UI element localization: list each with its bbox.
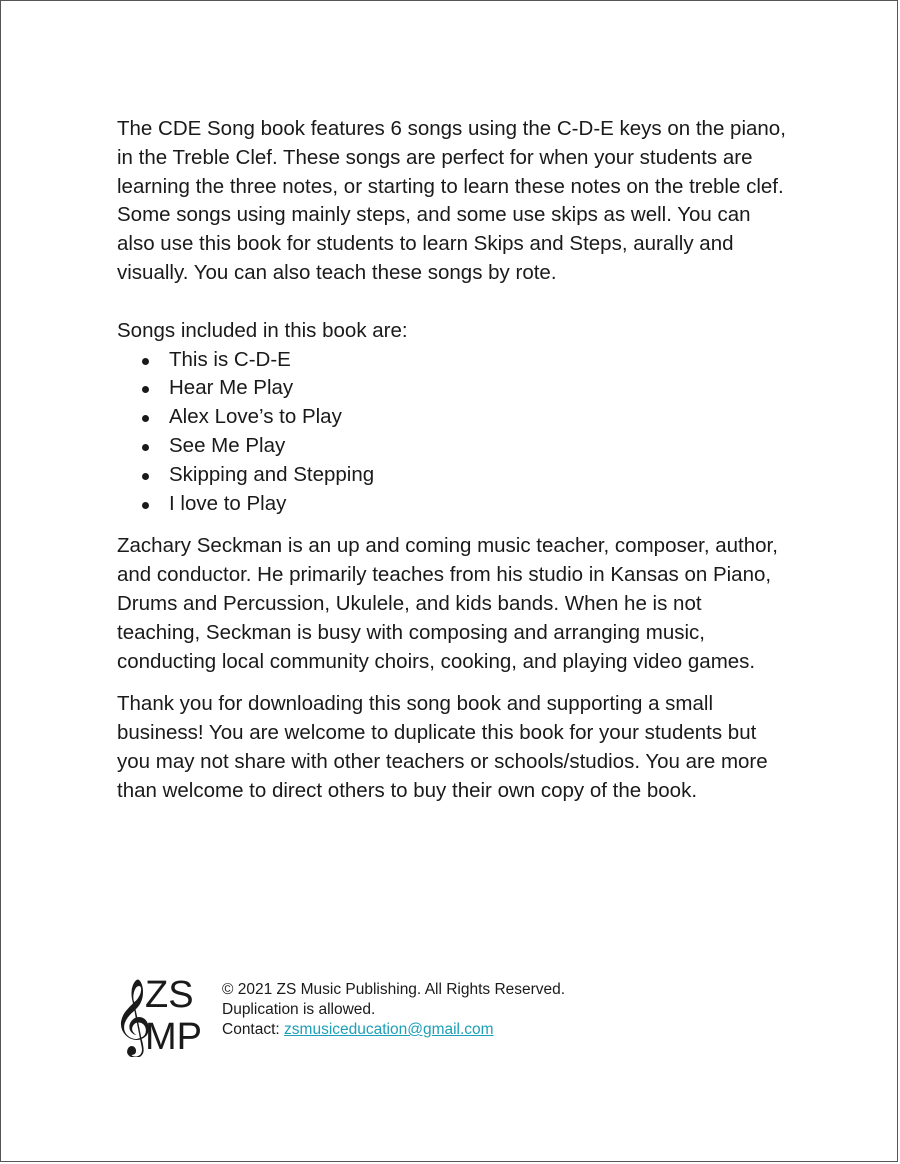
list-item bbox=[117, 432, 789, 461]
bullet-icon bbox=[142, 386, 149, 393]
logo-text-top: ZS bbox=[145, 974, 194, 1016]
song-title: Skipping and Stepping bbox=[169, 462, 375, 486]
list-item bbox=[117, 403, 789, 432]
bullet-icon bbox=[142, 502, 149, 509]
intro-paragraph: The CDE Song book features 6 songs using the C-D-E keys on the piano, in the Treble Clef. These songs are perfect for when your students are learning the three notes, or starting to learn these notes on the treble clef. Some songs using mainly steps, and some use skips as well. You can also use this book for students to learn Skips and Steps, aurally and visually. You can also teach these songs by rote. bbox=[117, 117, 786, 284]
bullet-icon bbox=[142, 444, 149, 451]
song-title: See Me Play bbox=[169, 433, 286, 457]
song-list bbox=[117, 346, 789, 519]
svg-text:𝄞: 𝄞 bbox=[113, 978, 153, 1055]
list-item bbox=[117, 374, 789, 403]
thank-you-paragraph: Thank you for downloading this song book and supporting a small business! You are welcome to duplicate this book for your students but you may not share with other teachers or schools/studios. You are more than welcome to direct others to buy their own copy of the book. bbox=[117, 692, 768, 802]
contact-email-link[interactable]: zsmusiceducation@gmail.com bbox=[284, 1021, 494, 1038]
list-item bbox=[117, 461, 789, 490]
contact-label: Contact: bbox=[222, 1021, 285, 1038]
song-title: I love to Play bbox=[169, 491, 287, 515]
copyright-text: © 2021 ZS Music Publishing. All Rights Reserved. bbox=[222, 981, 566, 998]
bullet-icon bbox=[142, 415, 149, 422]
list-item bbox=[117, 490, 789, 519]
page-content bbox=[117, 115, 789, 806]
footer-text bbox=[222, 980, 565, 1040]
bullet-icon bbox=[142, 358, 149, 365]
duplication-text: Duplication is allowed. bbox=[222, 1001, 376, 1018]
song-title: Alex Love’s to Play bbox=[169, 405, 342, 429]
bullet-icon bbox=[142, 473, 149, 480]
list-item bbox=[117, 346, 789, 375]
songs-heading: Songs included in this book are: bbox=[117, 318, 408, 342]
logo-text-bottom: MP bbox=[145, 1016, 202, 1057]
song-title: Hear Me Play bbox=[169, 376, 294, 400]
contact-line bbox=[222, 1020, 565, 1040]
author-bio-paragraph: Zachary Seckman is an up and coming music teacher, composer, author, and conductor. He primarily teaches from his studio in Kansas on Piano, Drums and Percussion, Ukulele, and kids bands. When he is not teaching, Seckman is busy with composing and arranging music, conducting local community choirs, cooking, and playing video games. bbox=[117, 534, 778, 673]
publisher-footer bbox=[111, 969, 671, 1059]
song-title: This is C-D-E bbox=[169, 347, 291, 371]
zsmp-logo-icon bbox=[111, 969, 211, 1057]
